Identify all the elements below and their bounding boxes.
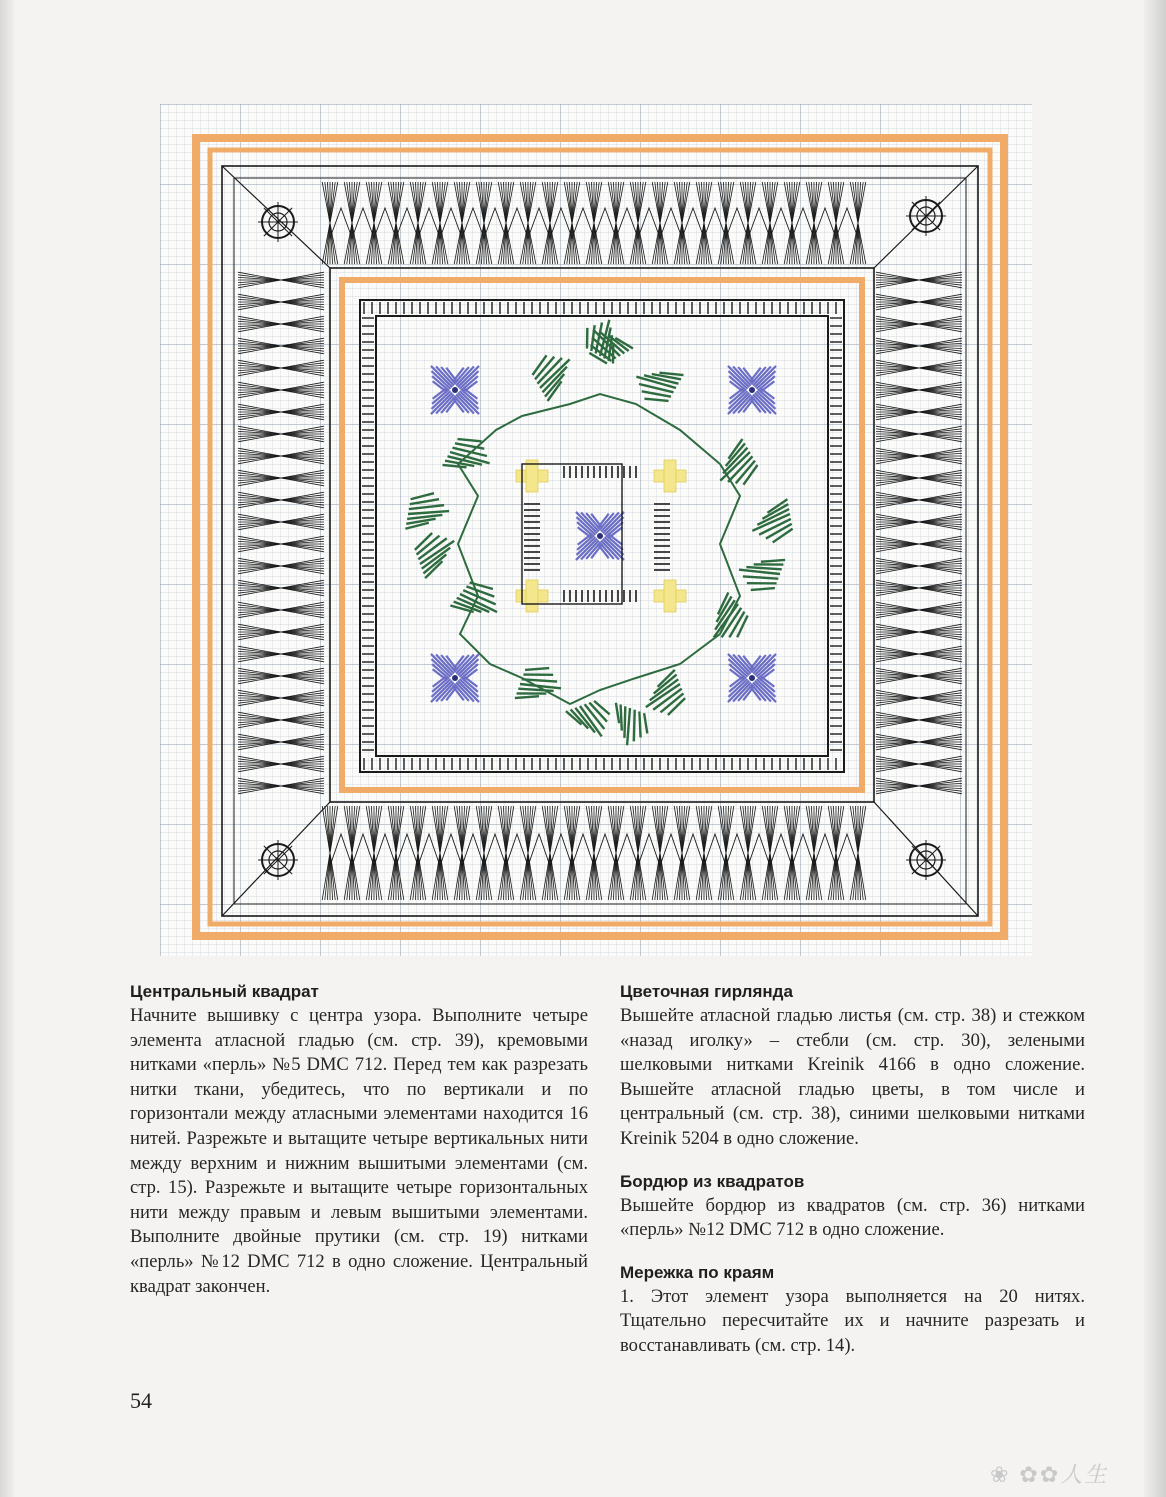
embroidery-pattern-chart [160, 104, 1032, 956]
spider-web-icon-top-left [258, 202, 298, 242]
section-title: Центральный квадрат [130, 982, 319, 1001]
spider-web-icon-bottom-right [906, 840, 946, 880]
section-flower-garland [620, 982, 1085, 1152]
section-body: Вышейте атласной гладью листья (см. стр. 38) и стежком «назад иголку» – стебли (см. стр. 30), зелеными шелковыми нитками Kreinik 4166 в одно сложение. Вышейте атласной гладью цветы, в том числе и центральный (см. стр. 38), синими шелковыми нитками Kreinik 5204 в одно сложение. [620, 1005, 1085, 1149]
watermark-logo: ❀ ✿✿人生 [990, 1463, 1109, 1488]
section-title: Бордюр из квадратов [620, 1171, 805, 1191]
spider-web-icon-bottom-left [258, 840, 298, 880]
section-body: Вышейте бордюр из квадратов (см. стр. 36) нитками «перль» №12 DMC 712 в одно сложение. [620, 1194, 1085, 1241]
left-column [130, 982, 588, 1319]
section-title: Мережка по краям [620, 1262, 775, 1282]
spider-web-icon-top-right [906, 196, 946, 236]
section-edge-hemstitch [620, 1263, 1085, 1359]
right-column [620, 982, 1085, 1379]
section-body: Начните вышивку с центра узора. Выполните четыре элемента атласной гладью (см. стр. 39), кремовыми нитками «перль» №5 DMC 712. Перед тем как разрезать нитки ткани, убедитесь, что по вертикали и по горизонтали между атласными элементами находится 16 нитей. Разрежьте и вытащите четыре вертикальных нити между верхним и нижним вышитыми элементами (см. стр. 15). Разрежьте и вытащите четыре горизонтальных нити между правым и левым вышитыми элементами. Выполните двойные прутики (см. стр. 19) нитками «перль» №12 DMC 712 в одно сложение. Центральный квадрат закончен. [130, 1005, 588, 1297]
text-columns [130, 982, 1085, 1382]
section-title: Цветочная гирлянда [620, 982, 793, 1001]
section-square-border [620, 1172, 1085, 1243]
section-central-square [130, 982, 588, 1299]
section-body: 1. Этот элемент узора выполняется на 20 нитях. Тщательно пересчитайте их и начните разрезать и восстанавливать (см. стр. 14). [620, 1285, 1085, 1356]
page-edge-right [1144, 0, 1166, 1497]
page-number: 54 [130, 1388, 152, 1413]
page-edge-left [0, 0, 14, 1497]
